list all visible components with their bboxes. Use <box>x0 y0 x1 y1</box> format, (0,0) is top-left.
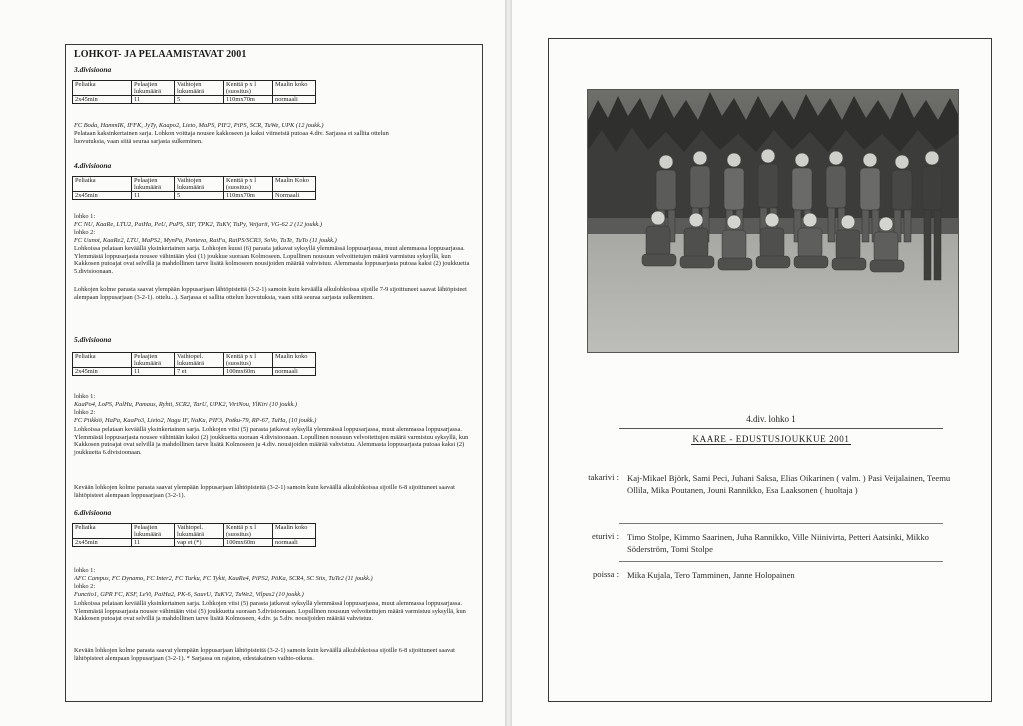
div3-v4: normaali <box>273 96 316 104</box>
div4-h4: Maalin Koko <box>273 177 316 192</box>
row-divider-1 <box>619 523 943 524</box>
div3-heading: 3.divisioona <box>74 65 112 74</box>
div6-text2: Kevään lohkojen kolme parasta saavat ylempään loppusarjaan lähtöpisteitä (3-2-1) samoin kuin keväällä alkulohkoissa sijoille 6-8 sijoittuneet saavat lähtöpisteet alempaan loppusarjaan (3-2-1). * Sarjassa on rajaton, edestakainen vaihto-oikeus. <box>74 647 455 662</box>
div4-lohko1-label: lohko 1: <box>74 213 96 220</box>
div3-v1: 11 <box>132 96 175 104</box>
div3-v3: 110mx70m <box>224 96 273 104</box>
div5-lohko2-label: lohko 2: <box>74 409 96 416</box>
back-row-label: takarivi : <box>588 472 619 482</box>
div4-lohko2-label: lohko 2: <box>74 229 96 236</box>
div5-h1: Pelaajien lukumäärä <box>132 353 175 368</box>
div4-v0: 2x45min <box>73 192 132 200</box>
div4-v2: 5 <box>175 192 224 200</box>
photo-caption-division: 4.div. lohko 1 <box>746 414 796 424</box>
div3-text: Pelataan kaksinkertainen sarja. Lohkon voittaja nousee kakkoseen ja kaksi viimeistä putoaa 4.div. Sarjassa ei sallita ottelun luovutuksia, vaan siitä seuraa sarjasta sulkeminen. <box>74 130 389 145</box>
right-page <box>512 0 1023 726</box>
left-content-frame <box>65 44 483 702</box>
div4-text: Lohkoissa pelataan keväällä yksinkertainen sarja. Lohkojen kuusi (6) parasta jatkavat syksyllä ylemmässä loppusarjassa, muut alemmassa loppusarjassa. Ylemmästä loppusarjasta nousee vähintään yksi (1) joukkue suoraan Kolmoseen. Lopullinen nousuun velvoittetujen määrä varmistuu syksyllä, kun Kakkosen putoajat ovat selvillä ja mahdollinen tarve lisätä kolmoseen nousijoiden määrää vahvistuu. Alemmasta loppusarjasta putoaa kaksi (2) joukkuetta 5.divisioonaan. <box>74 245 470 275</box>
team-photo <box>587 89 959 353</box>
div5-v4: normaali <box>273 368 316 376</box>
div6-lohko1-teams: AFC Campus, FC Dynamo, FC Inter2, FC Turku, FC Tykit, KaaRe4, PiPS2, PöKa, SCR4, SC Stix, TuTe2 (11 joukk.) <box>74 575 373 582</box>
div6-lohko2-label: lohko 2: <box>74 583 96 590</box>
page-title: LOHKOT- JA PELAAMISTAVAT 2001 <box>74 49 247 60</box>
absent-label: poissa : <box>592 569 619 579</box>
div5-v1: 11 <box>132 368 175 376</box>
div5-v0: 2x45min <box>73 368 132 376</box>
div3-h4: Maalin koko <box>273 81 316 96</box>
div6-v2: vap et (*) <box>175 539 224 547</box>
div6-lohko2-teams: Functio1, GPR FC, KSF, LeVi, PaiHa2, PK-6, SauvU, TuKV2, TuWe2, Vilpas2 (10 joukk.) <box>74 591 304 598</box>
div6-heading: 6.divisioona <box>74 508 112 517</box>
div6-h1: Pelaajien lukumäärä <box>132 524 175 539</box>
row-divider-2 <box>619 561 943 562</box>
div3-teams: FC Boda, HammIK, IFFK, JyTy, Kaapo2, Lieto, MaPS, PIF2, PiPS, SCR, TuWe, UPK (12 joukk.) <box>74 122 324 129</box>
div5-lohko2-teams: FC Piikkiö, HaPa, KaaPo3, Lieto2, Nagu IF, NaKu, PIF3, Potku-79, RP-67, TuHa, (10 joukk.) <box>74 417 317 424</box>
back-row-names: Kaj-Mikael Björk, Sami Peci, Juhani Saksa, Elias Oikarinen ( valm. ) Pasi Veijalainen, Teemu Ollila, Mika Poutanen, Jouni Rannikko, Esa Laaksonen ( huoltaja ) <box>627 473 951 495</box>
div4-lohko1-teams: FC NU, KaaRe, LTU2, PaiHa, PeU, PuPS, SIF, TPK2, TuKV, TuPy, Veijarit, VG-62 2 (12 joukk.) <box>74 221 322 228</box>
div6-h4: Maalin koko <box>273 524 316 539</box>
div5-text: Lohkoissa pelataan keväällä yksinkertainen sarja. Lohkojen viisi (5) parasta jatkavat syksyllä ylemmässä loppusarjassa, muut alemmassa loppusarjassa. Ylemmästä loppusarjasta nousee vähintään kaksi (2) joukkuetta suoraan 4.divisioonaan. Lopullinen nousuun velvoitettujen määrä varmistuu syksyllä, kun Kakkosen putoajat ovat selvillä ja mahdollinen tarve lisätä Kolmoseen ja 4.div. nousijoiden määrää vahvistuu. Alemmasta loppusarjasta putoaa kaksi (2) joukkuetta 6.divisioonaan. <box>74 426 469 456</box>
div3-h3: Kenttä p x l (suositus) <box>224 81 273 96</box>
div3-h2: Vaihtojen lukumäärä <box>175 81 224 96</box>
div6-v3: 100mx60m <box>224 539 273 547</box>
div6-text: Lohkoissa pelataan keväällä yksinkertainen sarja. Lohkojen viisi (5) parasta jatkavat syksyllä ylemmässä loppusarjassa, muut alemmassa loppusarjassa. Ylemmästä loppusarjasta nousee vähintään viisi (5) joukkuetta suoraan 5.divisioonaan. Lopullinen nousuun velvoitettujen määrä varmistuu syksyllä, kun Kakkosen putoajat ovat selvillä ja mahdollinen tarve lisätä Kolmoseen, 4.div. ja 5.div. nousijoiden määrää vahvistuu. <box>74 600 466 623</box>
team-photo-illustration <box>588 90 958 352</box>
left-page <box>0 0 505 726</box>
div5-v3: 100mx60m <box>224 368 273 376</box>
front-row-names: Timo Stolpe, Kimmo Saarinen, Juha Rannikko, Ville Niinivirta, Petteri Aatsinki, Mikko Söderström, Tomi Stolpe <box>627 532 929 554</box>
div3-h1: Pelaajien lukumäärä <box>132 81 175 96</box>
team-title: KAARE - EDUSTUSJOUKKUE 2001 <box>692 434 850 444</box>
div3-table <box>72 80 316 104</box>
div5-lohko1-label: lohko 1: <box>74 393 96 400</box>
div5-h4: Maalin koko <box>273 353 316 368</box>
div6-v0: 2x45min <box>73 539 132 547</box>
div4-h1: Pelaajien lukumäärä <box>132 177 175 192</box>
div4-v3: 110mx70m <box>224 192 273 200</box>
caption-divider <box>619 428 943 429</box>
div4-table <box>72 176 316 200</box>
div5-text2: Kevään lohkojen kolme parasta saavat ylempään loppusarjaan lähtöpisteitä (3-2-1) samoin kuin keväällä alkulohkoissa sijoille 6-8 sijoittuneet saavat lähtöpisteet alempaan loppusarjaan (3-2-1). <box>74 484 455 499</box>
div6-h2: Vaihtopel. lukumäärä <box>175 524 224 539</box>
div4-h2: Vaihtojen lukumäärä <box>175 177 224 192</box>
right-content-frame <box>548 38 992 702</box>
div5-heading: 5.divisioona <box>74 335 112 344</box>
div6-v4: normaali <box>273 539 316 547</box>
div5-h0: Peliaika <box>73 353 132 368</box>
div5-h2: Vaihtopel. lukumäärä <box>175 353 224 368</box>
div4-v4: Normaali <box>273 192 316 200</box>
div3-v2: 5 <box>175 96 224 104</box>
div5-table <box>72 352 316 376</box>
div5-lohko1-teams: KaaPo4, LoPS, PalHu, Pamaus, Ryhti, SCR2, TarU, UPK2, VirtNou, YlKiri (10 joukk.) <box>74 401 298 408</box>
div4-text2: Lohkojen kolme parasta saavat ylempään loppusarjaan lähtöpisteitä (3-2-1) samoin kuin keväällä alkulohkoissa sijoille 7-9 sijoittuneet saavat lähtöpisteet alempaan loppusarjaan (3-2-1). ottelu...). Sarjassa ei sallita ottelun luovutuksia, vaan siitä seuraa sarjasta sulkeminen. <box>74 286 467 301</box>
front-row-label: eturivi : <box>592 531 619 541</box>
div4-heading: 4.divisioona <box>74 161 112 170</box>
div4-v1: 11 <box>132 192 175 200</box>
div6-h3: Kenttä p x l (suositus) <box>224 524 273 539</box>
div6-lohko1-label: lohko 1: <box>74 567 96 574</box>
div4-lohko2-teams: FC Uunot, KaaRe2, LTU, MaPS2, MynPa, Ponteva, RaiFu, RaiPS/SCR3, SoVo, TuTe, TuTo (11 joukk.) <box>74 237 337 244</box>
div5-v2: 7 et <box>175 368 224 376</box>
div4-h0: Peliaika <box>73 177 132 192</box>
div3-h0: Peliaika <box>73 81 132 96</box>
div3-v0: 2x45min <box>73 96 132 104</box>
div6-v1: 11 <box>132 539 175 547</box>
div4-h3: Kenttä p x l (suositus) <box>224 177 273 192</box>
book-gutter <box>505 0 512 726</box>
div6-table <box>72 523 316 547</box>
photo-caption-team <box>549 434 993 444</box>
div6-h0: Peliaika <box>73 524 132 539</box>
absent-names: Mika Kujala, Tero Tamminen, Janne Holopainen <box>627 570 795 580</box>
div5-h3: Kenttä p x l (suositus) <box>224 353 273 368</box>
